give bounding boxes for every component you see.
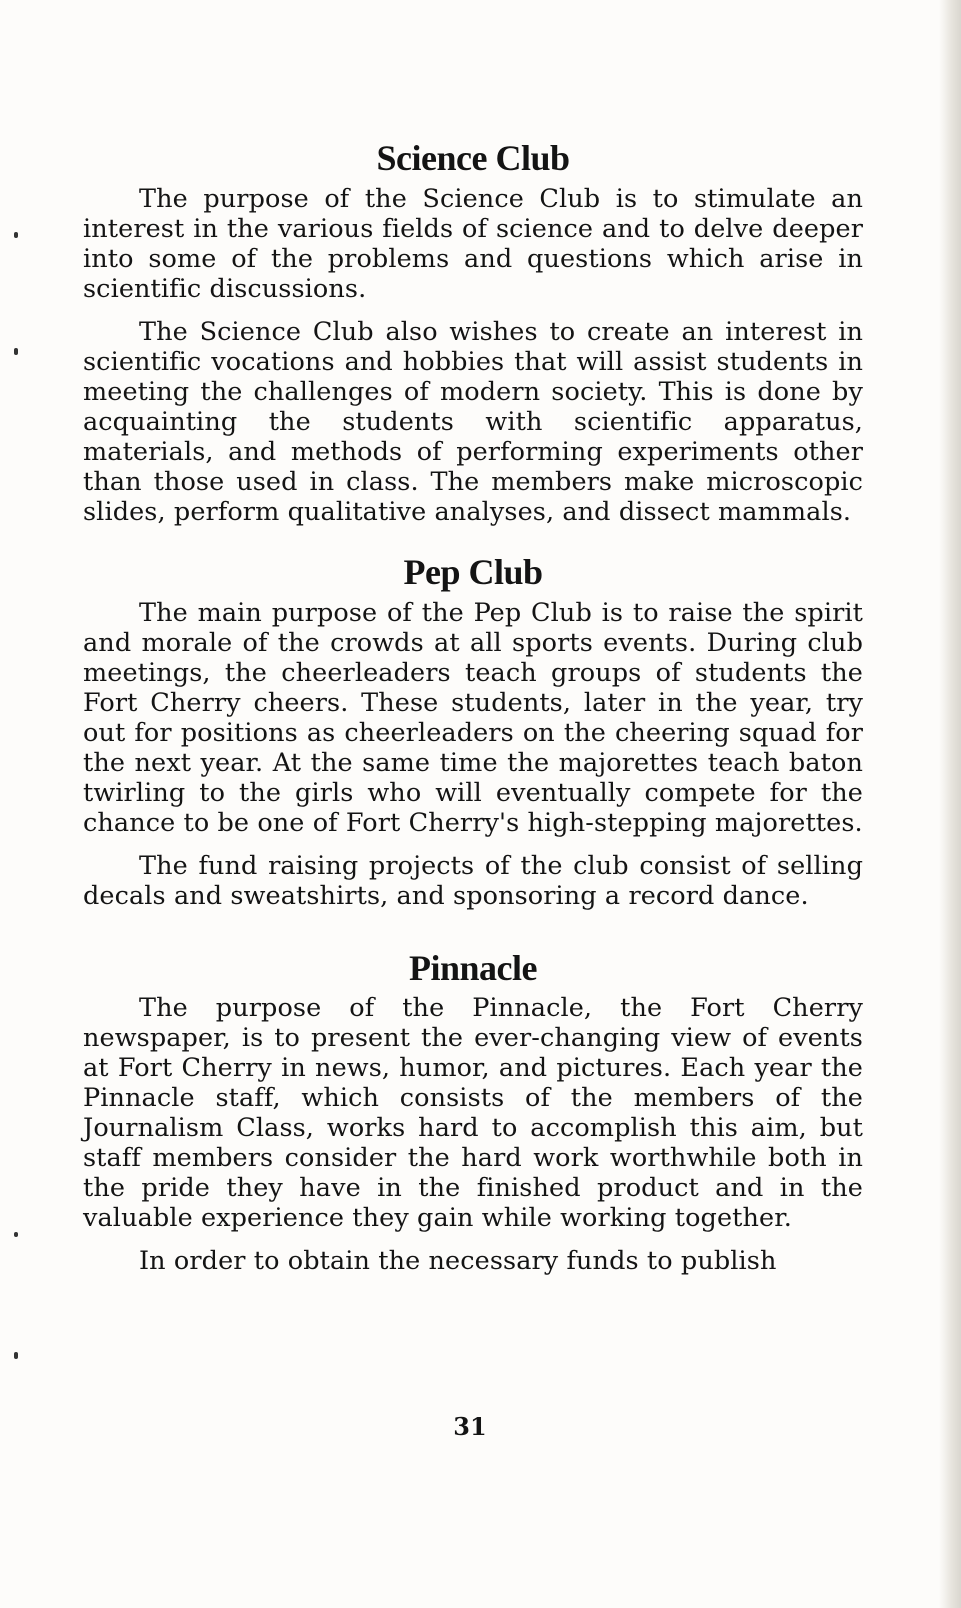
pep-club-heading: Pep Club bbox=[403, 551, 543, 592]
margin-speck bbox=[14, 1232, 18, 1237]
page-content bbox=[83, 140, 863, 1289]
science-club-section bbox=[83, 140, 863, 527]
science-club-paragraph-1: The purpose of the Science Club is to stimulate an interest in the various fields of science and to delve deeper into some of the problems and questions which arise in scientific discussions. bbox=[83, 183, 863, 304]
page-number: 31 bbox=[453, 1412, 487, 1441]
science-club-paragraph-2: The Science Club also wishes to create an interest in scientific vocations and hobbies that will assist students in meeting the challenges of modern society. This is done by acquainting the students with scientific apparatus, materials, and methods of performing experiments other than those used in class. The members make microscopic slides, perform qualitative analyses, and dissect mammals. bbox=[83, 316, 863, 527]
science-club-heading: Science Club bbox=[376, 138, 570, 178]
pinnacle-section bbox=[83, 947, 863, 1277]
pep-club-section bbox=[83, 551, 863, 911]
pinnacle-heading: Pinnacle bbox=[409, 947, 537, 988]
pep-club-paragraph-2: The fund raising projects of the club consist of selling decals and sweatshirts, and sponsoring a record dance. bbox=[83, 850, 863, 911]
section-spacer bbox=[83, 924, 863, 950]
pinnacle-paragraph-2: In order to obtain the necessary funds to publish bbox=[139, 1246, 777, 1277]
margin-speck bbox=[14, 232, 18, 238]
margin-speck bbox=[14, 348, 18, 355]
pep-club-paragraph-1: The main purpose of the Pep Club is to raise the spirit and morale of the crowds at all sports events. During club meetings, the cheerleaders teach groups of students the Fort Cherry cheers. These students, later in the year, try out for positions as cheerleaders on the cheering squad for the next year. At the same time the majorettes teach baton twirling to the girls who will eventually compete for the chance to be one of Fort Cherry's high-stepping majorettes. bbox=[83, 597, 863, 838]
page-edge-shadow bbox=[939, 0, 961, 1608]
pinnacle-paragraph-1: The purpose of the Pinnacle, the Fort Cherry newspaper, is to present the ever-changing view of events at Fort Cherry in news, humor, and pictures. Each year the Pinnacle staff, which consists of the members of the Journalism Class, works hard to accomplish this aim, but staff members consider the hard work worthwhile both in the pride they have in the finished product and in the valuable experience they gain while working together. bbox=[83, 993, 863, 1234]
margin-speck bbox=[14, 1352, 18, 1359]
